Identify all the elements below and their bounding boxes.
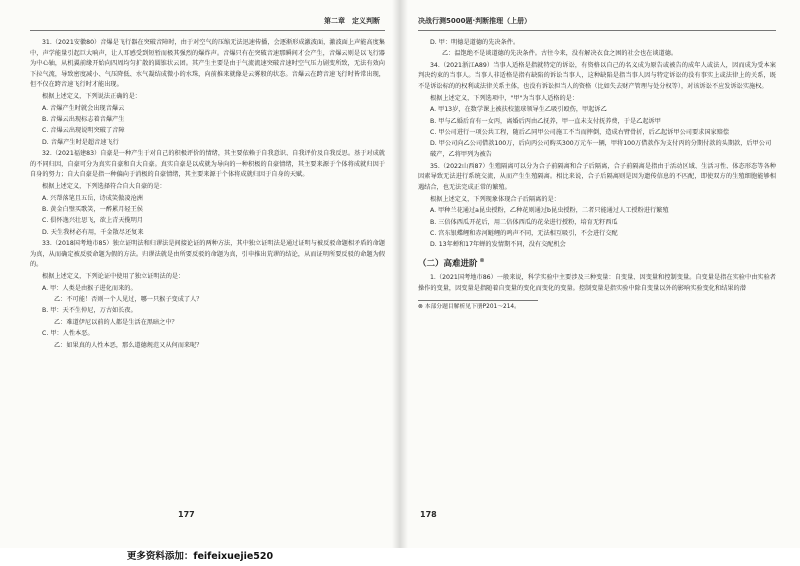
section-heading-text: （二）高难进阶 bbox=[418, 259, 478, 270]
q34-option-b: B. 甲与乙婚后育有一女丙，离婚后丙由乙抚养，甲一直未支付抚养费，于是乙起诉甲 bbox=[430, 117, 661, 125]
question-34-prompt: 根据上述定义，下列选项中，"甲"为当事人适格的是： bbox=[430, 94, 579, 102]
question-31-stem: 31.（2021安徽80）音爆是飞行器在突破音障时，由于对空气的压缩无法迅速传播，会逐渐形成激波面，激波面上声能高度集中，声学能量引起巨大响声，让人耳感受到短暂而极其强烈的爆炸声。音爆只有在突破音速那瞬间才会产生，音爆云则是以飞行器为中心轴，从机翼前缘开始向四周均匀扩散的圆锥状云团。其产生主要是由于气流流速突破音速时空气压力剧变所致，无法有效向下拉气流，导致密度减小、气压降低、水气凝结成微小的水珠，向前推来就像是云雾般的状态。音爆云在跨音速飞行时皆常出现，但不仅在跨音速飞行时才能出现。 bbox=[30, 39, 385, 89]
q31-option-c: C. 音爆云出现说明突破了音障 bbox=[42, 127, 125, 135]
q33-option-d: D. 甲：明德是道德的先决条件。 bbox=[430, 39, 520, 46]
right-page-number: 178 bbox=[420, 510, 437, 519]
left-running-header: 第二章 定义判断 bbox=[324, 17, 380, 25]
q35-option-c: C. 宫东银蝶鲤和赤河鲢鲤的鸣声不同，无法相互吸引，不会进行交配 bbox=[430, 229, 618, 237]
footnote-rule bbox=[418, 300, 538, 301]
right-page-body bbox=[418, 38, 776, 312]
left-page bbox=[0, 0, 400, 548]
bottom-blank-strip bbox=[400, 548, 800, 566]
question-31-prompt: 根据上述定义，下列说法正确的是： bbox=[42, 92, 141, 100]
question-33-stem: 33.（2018国考地市85）独立证明法和归谬法是间接论证的两种方法，其中独立证明法是通过证明与被反驳命题相矛盾的命题为真，从而确定被反驳命题为假的方法。归谬法就是由所要反驳的命题为真，引申推出荒谬的结论，从而证明所要反驳的命题为假的。 bbox=[30, 240, 385, 269]
q32-option-d: D. 天生我材必有用，千金散尽还复来 bbox=[42, 228, 144, 236]
q32-option-b: B. 黄金白璧买歌笑，一醉累月轻王侯 bbox=[42, 205, 143, 213]
advanced-question-1-stem: 1.（2021国考地市86）一般来说，科学实验中主要涉及三种变量：自变量、因变量和控制变量。自变量是指在实验中由实验者操作的变量，因变量是指随着自变量的变化而变化的变量。控制变量是指实验中除自变量以外的影响实验变化和结果的潜 bbox=[418, 274, 776, 292]
q35-option-d: D. 13年蝉和17年蝉的发情期不同，没有交配机会 bbox=[430, 241, 566, 249]
question-33-prompt: 根据上述定义，下列论证中使用了独立证明法的是： bbox=[42, 272, 185, 280]
section-heading bbox=[418, 254, 776, 271]
bottom-watermark: 更多资料添加：feifeixuejie520 bbox=[0, 548, 400, 566]
question-35-stem: 35.（2022山西87）生殖隔离可以分为合子前隔离和合子后隔离，合子前隔离是指由于活动区域、生活习性、体态形态等各种因素导致无法进行系统交流，从而产生生殖隔离。相比来说，合子后隔离则是因为遗传信息的不匹配，即使双方的生殖细胞能够相遇结合，也无法完成正常的繁殖。 bbox=[418, 162, 776, 191]
right-header-rule bbox=[418, 30, 776, 31]
q31-option-a: A. 音爆产生时就会出现音爆云 bbox=[42, 104, 125, 112]
q31-option-b: B. 音爆云出现标志着音爆产生 bbox=[42, 115, 125, 123]
right-page bbox=[400, 0, 800, 548]
left-page-body bbox=[30, 38, 385, 352]
right-running-header: 决战行测5000题·判断推理（上册） bbox=[418, 17, 532, 25]
q33-option-a-reply: 乙：不可能！否则一个人见过，哪一只猴子变成了人？ bbox=[54, 295, 203, 303]
question-32-stem: 32.（2021福建83）自豪是一种产生于对自己的积极评价的情绪，其主要依赖于自我意识、自我评价及自我反思。基于对成就的不同归因，自豪可分为真实自豪和自大自豪。真实自豪是以成就为导向的一种积极的自豪情绪，其主要来源于个体将成就归因于自身的努力；自大自豪是指一种偏向于消极的自豪情绪，其主要来源于个体将成就归因于自身的天赋。 bbox=[30, 150, 385, 179]
q34-option-d: D. 甲公司向乙公司借款100万，后向丙公司购买300万元车一辆，甲将100万借款作为支付丙的分期付款的头期款，后甲公司破产，乙将甲列为被告 bbox=[430, 140, 772, 159]
question-32-prompt: 根据上述定义，下列选择符合自大自豪的是： bbox=[42, 182, 166, 190]
q33-option-b: B. 甲：天不生仲尼，万古如长夜。 bbox=[42, 307, 137, 315]
q33-option-c: C. 甲：人性本恶。 bbox=[42, 330, 94, 338]
q32-option-c: C. 俱怀逸兴壮思飞，欲上青天揽明月 bbox=[42, 217, 144, 225]
question-34-stem: 34.（2021浙江A89）当事人适格是指就特定的诉讼，有资格以自己的名义成为原告或被告的成年人或法人，因而成为受本案判决约束的当事人。当事人非适格是指有缺陷的诉讼当事人，这种缺陷是指当事人因与特定诉讼的没有事实上或法律上的关系，既不是诉讼标的的权利或法律关系主体，也没有诉讼担当人的资格（比如失去财产管理与处分权等），对该诉讼不应发诉讼实施权。 bbox=[418, 61, 776, 90]
q33-option-a: A. 甲：人类是由猴子进化而来的。 bbox=[42, 284, 137, 292]
section-footnote-mark: ⊗ bbox=[479, 257, 485, 265]
left-header-rule bbox=[30, 30, 385, 31]
q35-option-a: A. 甲种兰花通过a昆虫授粉，乙种花则通过b昆虫授粉，二者只能通过人工授粉进行繁殖 bbox=[430, 207, 669, 215]
question-35-prompt: 根据上述定义，下列现象体现合子后隔离的是： bbox=[430, 195, 560, 203]
footnote: ⊗ 本部分题目解析见下册P201～214。 bbox=[418, 304, 520, 311]
q35-option-b: B. 三倍体西瓜开花后，用二倍体西瓜的花朵进行授粉，培育无籽西瓜 bbox=[430, 218, 618, 226]
q33-option-d-reply: 乙：温饱绝不是谈道德的先决条件。古往今来，没有解决衣食之困的社会也在谈道德。 bbox=[442, 50, 678, 58]
q33-option-b-reply: 乙：难道伊尼以前的人都是生活在黑暗之中？ bbox=[54, 318, 178, 326]
left-page-number: 177 bbox=[178, 510, 195, 519]
q34-option-a: A. 甲13岁，在数学课上被扶校篮球领导生乙吸引殴伤，甲起诉乙 bbox=[430, 106, 607, 114]
q34-option-c: C. 甲公司进行一项公共工程，随后乙同甲公司施工不当而摔倒，造成右臂骨折，后乙起诉甲公司要求国家赔偿 bbox=[430, 129, 730, 136]
q33-option-c-reply: 乙：如果真的人性本恶，那么道德规范又从何而来呢？ bbox=[54, 341, 203, 349]
q32-option-a: A. 兴帮落笔且五岳，诗成笑傲凌沧洲 bbox=[42, 194, 143, 202]
q31-option-d: D. 音爆产生时是超音速飞行 bbox=[42, 138, 119, 146]
